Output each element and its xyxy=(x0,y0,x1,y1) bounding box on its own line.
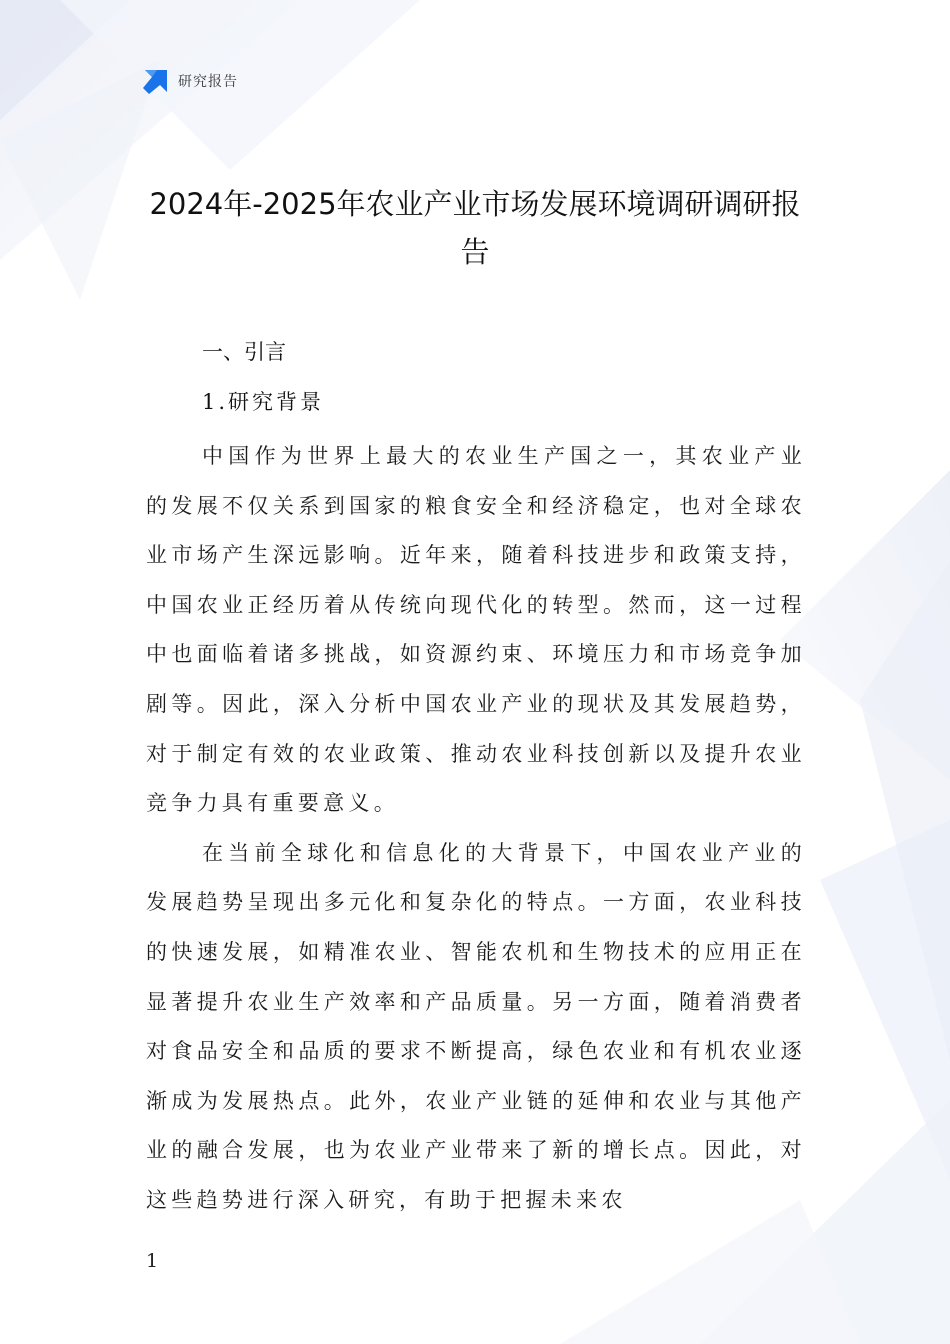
document-body xyxy=(146,332,806,1226)
section-heading-introduction: 一、引言 xyxy=(202,340,286,364)
page-number: 1 xyxy=(146,1250,159,1272)
arrow-up-right-icon xyxy=(143,68,169,94)
sub-heading-research-background: 1.研究背景 xyxy=(202,390,325,414)
report-header xyxy=(143,68,238,94)
paragraph-2: 在当前全球化和信息化的大背景下，中国农业产业的发展趋势呈现出多元化和复杂化的特点。一方面，农业科技的快速发展，如精准农业、智能农机和生物技术的应用正在显著提升农业生产效率和产品质量。另一方面，随着消费者对食品安全和品质的要求不断提高，绿色农业和有机农业逐渐成为发展热点。此外，农业产业链的延伸和农业与其他产业的融合发展，也为农业产业带来了新的增长点。因此，对这些趋势进行深入研究，有助于把握未来农 xyxy=(146,840,806,1212)
paragraph-1: 中国作为世界上最大的农业生产国之一，其农业产业的发展不仅关系到国家的粮食安全和经济稳定，也对全球农业市场产生深远影响。近年来，随着科技进步和政策支持，中国农业正经历着从传统向现代化的转型。然而，这一过程中也面临着诸多挑战，如资源约束、环境压力和市场竞争加剧等。因此，深入分析中国农业产业的现状及其发展趋势，对于制定有效的农业政策、推动农业科技创新以及提升农业竞争力具有重要意义。 xyxy=(146,444,806,816)
document-title: 2024年-2025年农业产业市场发展环境调研调研报告 xyxy=(149,187,801,269)
header-label: 研究报告 xyxy=(178,74,238,90)
